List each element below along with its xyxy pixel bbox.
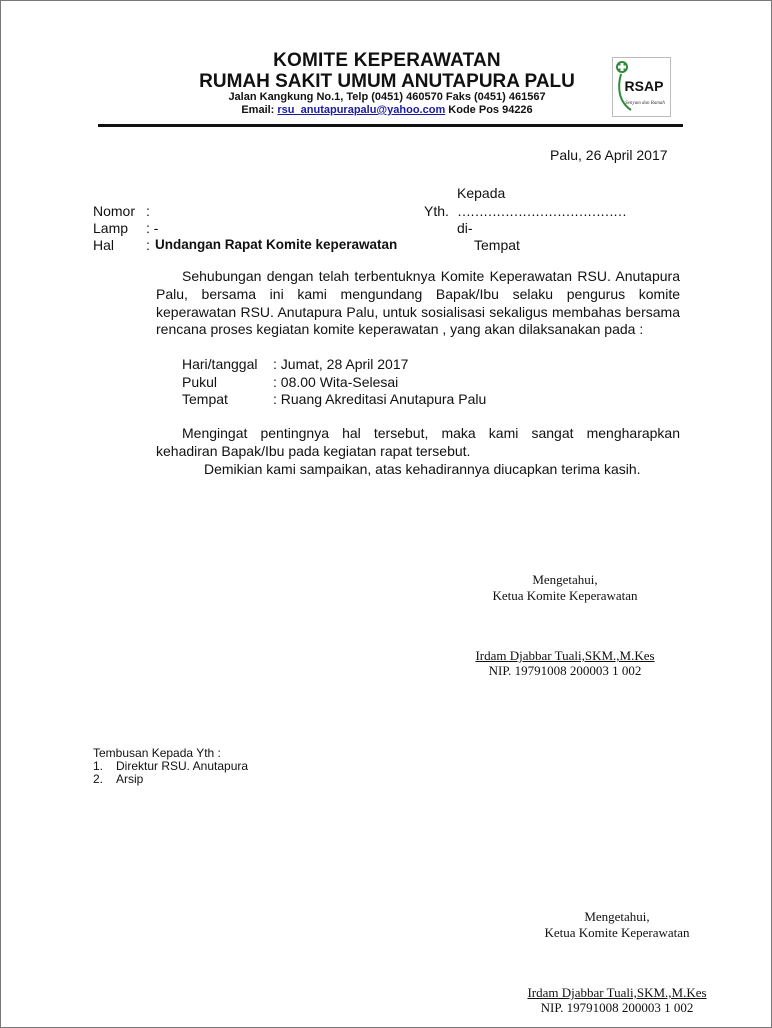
signature2-mengetahui: Mengetahui,	[584, 909, 650, 924]
signature1-mengetahui: Mengetahui,	[532, 572, 598, 587]
hal-subject: Undangan Rapat Komite keperawatan	[155, 237, 398, 252]
date-line: Palu, 26 April 2017	[550, 147, 668, 163]
signature1-nip: NIP. 19791008 200003 1 002	[488, 663, 642, 678]
email-label: Email:	[241, 104, 275, 116]
signature2-position: Ketua Komite Keperawatan	[544, 925, 690, 940]
org-name-line1: KOMITE KEPERAWATAN	[273, 50, 501, 71]
logo-text: RSAP	[624, 78, 664, 94]
detail-label-hari: Hari/tanggal	[182, 356, 258, 372]
body-paragraph-3: Demikian kami sampaikan, atas kehadirannya diucapkan terima kasih.	[204, 461, 641, 477]
hal-colon: :	[146, 237, 150, 253]
recipient-di: di-	[457, 220, 473, 236]
tembusan-item-1: Direktur RSU. Anutapura	[116, 759, 249, 773]
signature1-name: Irdam Djabbar Tuali,SKM.,M.Kes	[475, 648, 655, 663]
letterhead-divider	[98, 124, 683, 127]
signature1-position: Ketua Komite Keperawatan	[492, 588, 638, 603]
body-paragraph-2: Mengingat pentingnya hal tersebut, maka kami sangat mengharapkan kehadiran Bapak/Ibu pada kegiatan rapat tersebut.	[156, 425, 680, 459]
lamp-label: Lamp	[93, 220, 129, 236]
email-link[interactable]: rsu_anutapurapalu@yahoo.com	[277, 104, 446, 116]
nomor-value: :	[146, 203, 150, 219]
org-address: Jalan Kangkung No.1, Telp (0451) 460570 Faks (0451) 461567	[228, 91, 546, 103]
tembusan-item-1-num: 1.	[93, 759, 104, 773]
detail-label-tempat: Tempat	[182, 391, 228, 407]
signature2-name: Irdam Djabbar Tuali,SKM.,M.Kes	[527, 985, 707, 1000]
tembusan-item-2: Arsip	[116, 772, 144, 786]
recipient-kepada: Kepada	[457, 185, 506, 201]
logo-subtext: Senyum dan Ramah	[625, 101, 665, 106]
lamp-value: : -	[146, 220, 159, 236]
nomor-label: Nomor	[93, 203, 136, 219]
org-name-line2: RUMAH SAKIT UMUM ANUTAPURA PALU	[199, 71, 575, 92]
body-paragraph-1: Sehubungan dengan telah terbentuknya Komite Keperawatan RSU. Anutapura Palu, bersama ini kami mengundang Bapak/Ibu selaku pengurus komite keperawatan RSU. Anutapura Palu, untuk sosialisasi sekaligus membahas bersama rencana proses kegiatan komite keperawatan , yang akan dilaksanakan pada :	[156, 268, 680, 338]
signature2-nip: NIP. 19791008 200003 1 002	[540, 1000, 694, 1015]
recipient-tempat: Tempat	[474, 237, 520, 253]
detail-value-pukul: : 08.00 Wita-Selesai	[273, 374, 399, 390]
postcode: Kode Pos 94226	[448, 104, 533, 116]
detail-value-hari: : Jumat, 28 April 2017	[273, 356, 409, 372]
hospital-logo	[612, 57, 671, 117]
detail-value-tempat: : Ruang Akreditasi Anutapura Palu	[273, 391, 487, 407]
recipient-yth-label: Yth.	[424, 203, 449, 219]
detail-label-pukul: Pukul	[182, 374, 218, 390]
hal-label: Hal	[93, 237, 115, 253]
recipient-yth-dots: …………………………………	[457, 203, 626, 219]
tembusan-item-2-num: 2.	[93, 772, 104, 786]
tembusan-heading: Tembusan Kepada Yth :	[93, 746, 221, 760]
